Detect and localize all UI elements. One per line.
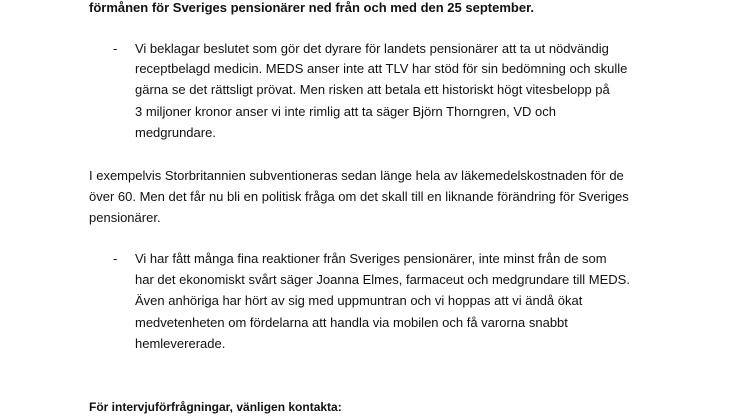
- bullet-2-line: hemlevererade.: [135, 336, 226, 351]
- paragraph-line: pensionärer.: [89, 210, 161, 225]
- paragraph-line: över 60. Men det får nu bli en politisk fråga om det skall till en liknande förändring för Sveriges: [89, 189, 629, 204]
- intro-bold-line: förmånen för Sveriges pensionärer ned från och med den 25 september.: [89, 0, 535, 15]
- bullet-2-line: har det ekonomiskt svårt säger Joanna Elmes, farmaceut och medgrundare till MEDS.: [135, 272, 630, 287]
- bullet-1-line: receptbelagd medicin. MEDS anser inte att TLV har stöd för sin bedömning och skulle: [135, 61, 628, 76]
- bullet-1-line: Vi beklagar beslutet som gör det dyrare för landets pensionärer att ta ut nödvändig: [135, 41, 609, 56]
- bullet-1-line: gärna se det rättsligt prövat. Men risken att betala ett historiskt högt vitesbelopp på: [135, 82, 610, 97]
- bullet-dash: -: [113, 41, 118, 56]
- contact-heading: För intervjuförfrågningar, vänligen kontakta:: [89, 400, 342, 414]
- bullet-2-line: medvetenheten om fördelarna att handla via mobilen och få varorna snabbt: [135, 315, 568, 330]
- bullet-2-line: Vi har fått många fina reaktioner från Sveriges pensionärer, inte minst från de som: [135, 251, 607, 266]
- bullet-2-line: Även anhöriga har hört av sig med uppmuntran och vi hoppas att vi ändå ökat: [135, 293, 583, 308]
- bullet-1-line: 3 miljoner kronor anser vi inte rimlig att ta säger Björn Thorngren, VD och: [135, 104, 557, 119]
- bullet-1-line: medgrundare.: [135, 125, 216, 140]
- paragraph-line: I exempelvis Storbritannien subventioneras sedan länge hela av läkemedelskostnaden för de: [89, 168, 624, 183]
- bullet-dash: -: [113, 251, 118, 266]
